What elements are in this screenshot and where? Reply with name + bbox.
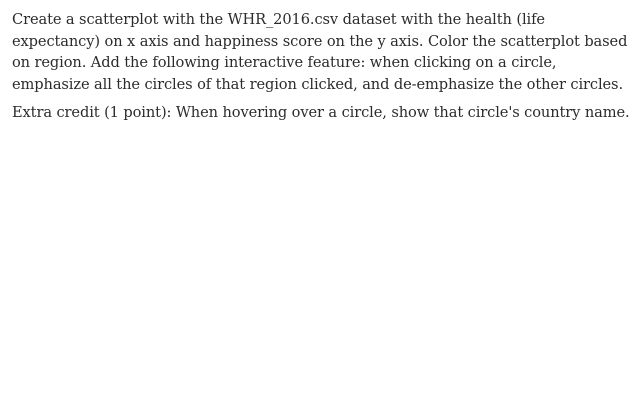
instructions-line-1: Create a scatterplot with the WHR_2016.csv dataset with the health (life — [12, 11, 545, 28]
instructions-paragraph — [12, 9, 628, 95]
extra-credit-line: Extra credit (1 point): When hovering over a circle, show that circle's country name. — [12, 104, 630, 121]
instructions-line-2: expectancy) on x axis and happiness score on the y axis. Color the scatterplot based — [12, 32, 628, 50]
instructions-line-4: emphasize all the circles of that region clicked, and de-emphasize the other circles. — [12, 75, 623, 93]
instructions-line-3: on region. Add the following interactive feature: when clicking on a circle, — [12, 54, 557, 71]
extra-credit-paragraph — [12, 102, 630, 124]
